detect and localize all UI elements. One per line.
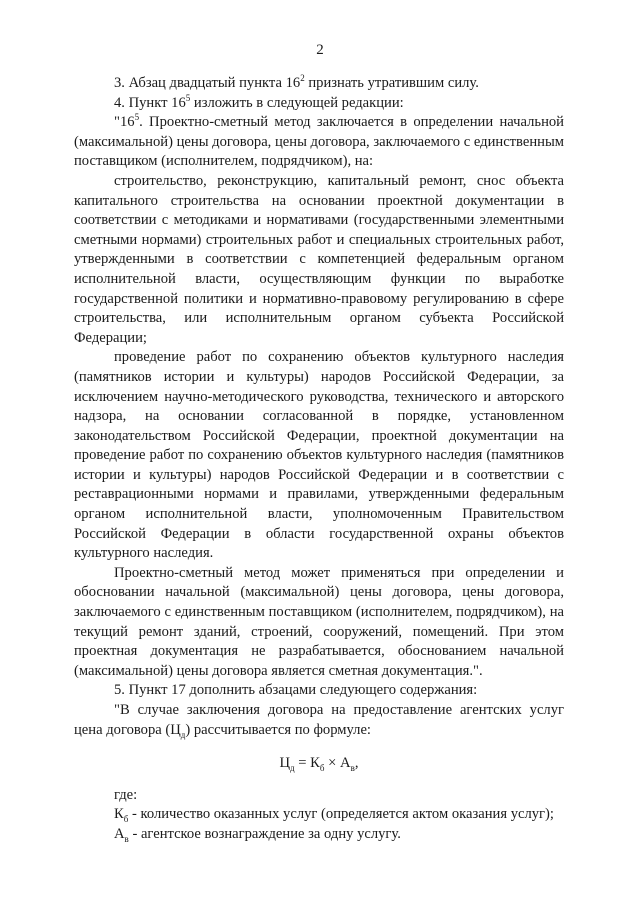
paragraph-agency-services: "В случае заключения договора на предоставление агентских услуг цена договора $(Ц_д)$ рассчитывается по формуле: [74, 702, 564, 740]
definition-av: $А_в$ - агентское вознаграждение за одну услугу. [114, 825, 401, 844]
document-body [74, 74, 564, 845]
paragraph-item-5: 5. Пункт 17 дополнить абзацами следующего содержания: [114, 682, 478, 699]
paragraph-current-repair: Проектно-сметный метод может применяться при определении и обосновании начальной (максимальной) цены договора, цены договора, заключаемого с единственным поставщиком (исполнителем, подрядчиком), на текущий ремонт зданий, строений, сооружений, помещений. При этом проектная документация не разрабатывается, обоснованием начальной (максимальной) цены договора является сметная документация.". [74, 564, 564, 679]
paragraph-clause-16-5: "$16^5$. Проектно-сметный метод заключается в определении начальной (максимальной) цены договора, цены договора, заключаемого с единственным поставщиком (исполнителем, подрядчиком), на: [74, 112, 564, 170]
paragraph-item-3: 3. Абзац двадцатый пункта $16^2$ признать утратившим силу. [114, 73, 479, 91]
paragraph-cultural-heritage: проведение работ по сохранению объектов культурного наследия (памятников истории и культуры) народов Российской Федерации, за исключением научно-методического руководства, технического и авторского надзора, на основании согласованной в порядке, установленном законодательством Российской Федерации, проектной документации на проведение работ по сохранению объектов культурного наследия (памятников истории и культуры) народов Российской Федерации и в соответствии с реставрационными нормами и правилами, утвержденными федеральным органом исполнительной власти, уполномоченным Правительством Российской Федерации в области государственной охраны объектов культурного наследия. [74, 349, 564, 562]
price-formula: $Ц_д = К_б \times А_в$, [279, 755, 359, 774]
definition-kb: $К_б$ - количество оказанных услуг (определяется актом оказания услуг); [114, 806, 554, 825]
paragraph-construction: строительство, реконструкцию, капитальный ремонт, снос объекта капитального строительства на основании проектной документации в соответствии с методиками и нормативами (государственными элементными сметными нормами) строительных работ и специальных строительных работ, утвержденными в соответствии с компетенцией федеральным органом исполнительной власти, осуществляющим функции по выработке государственной политики и нормативно-правовому регулированию в сфере строительства, или исполнительным органом субъекта Российской Федерации; [74, 172, 564, 346]
page-number: 2 [316, 42, 324, 58]
paragraph-where: где: [114, 786, 138, 803]
paragraph-item-4: 4. Пункт $16^5$ изложить в следующей редакции: [114, 92, 404, 111]
